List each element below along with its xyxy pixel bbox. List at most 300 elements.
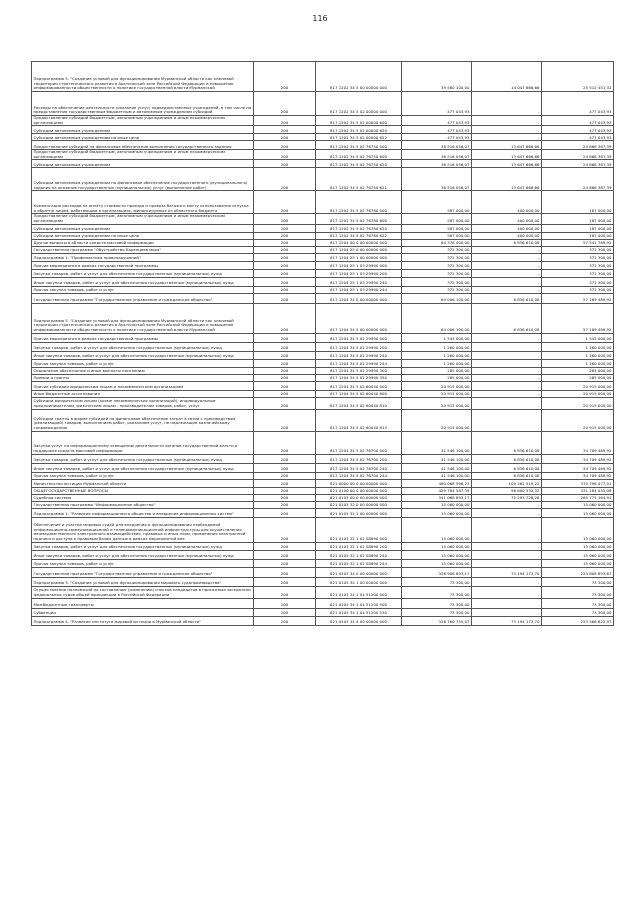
row-unexecuted-amount-cell: 73 300,00 [542,586,614,598]
row-code-cell: 200 [254,559,316,567]
row-classification-code-cell: 817 1204 25 0 00 00000 000 [316,246,402,253]
table-row [32,116,614,126]
row-classification-code-cell: 821 0105 00 0 00 00000 000 [316,494,402,501]
row-name-cell: Прочая закупка товаров, работ и услуг [32,472,254,479]
row-unexecuted-amount-cell: 24 868 387,39 [542,150,614,160]
row-unexecuted-amount-cell: 15 060 000,00 [542,559,614,567]
table-row [32,567,614,577]
row-unexecuted-amount-cell: 57 541 789,92 [542,239,614,246]
row-code-cell: 200 [254,517,316,542]
row-approved-amount-cell: 20 915 000,00 [402,390,472,397]
row-classification-code-cell: 817 1202 34 5 02 76780 620 [316,224,402,232]
row-classification-code-cell: 821 0105 32 1 02 S8890 240 [316,550,402,559]
row-classification-code-cell: 821 0105 32 1 00 00000 000 [316,508,402,517]
row-executed-amount-cell: - [472,351,542,359]
row-unexecuted-amount-cell: 34 709 489,92 [542,472,614,479]
row-executed-amount-cell: - [472,542,542,550]
row-code-cell: 200 [254,508,316,517]
row-name-cell: Государственная программа "Информационное общество" [32,501,254,508]
row-approved-amount-cell: 39 580 100,00 [402,62,472,92]
table-row [32,390,614,397]
row-code-cell: 200 [254,409,316,431]
row-name-cell: Межбюджетные трансферты [32,598,254,608]
table-row [32,214,614,224]
row-approved-amount-cell: 41 546 100,00 [402,454,472,463]
row-unexecuted-amount-cell: 372 300,00 [542,269,614,277]
row-classification-code-cell: 821 0105 32 0 00 00000 000 [316,501,402,508]
row-executed-amount-cell: - [472,269,542,277]
row-name-cell: Предоставление субсидий бюджетным, автономным учреждениям и иным некоммерческим организациям [32,214,254,224]
row-unexecuted-amount-cell: 187 000,00 [542,214,614,224]
row-code-cell: 200 [254,550,316,559]
row-executed-amount-cell: - [472,134,542,141]
row-unexecuted-amount-cell: 34 709 489,92 [542,454,614,463]
row-name-cell: Иные бюджетные ассигнования [32,390,254,397]
row-code-cell: 200 [254,134,316,141]
row-code-cell: 200 [254,359,316,367]
row-approved-amount-cell: 1 545 000,00 [402,333,472,342]
row-unexecuted-amount-cell: 34 709 489,92 [542,463,614,472]
row-classification-code-cell: 817 1204 34 5 02 29990 300 [316,367,402,374]
row-code-cell: 200 [254,390,316,397]
row-approved-amount-cell: 477 043,93 [402,134,472,141]
row-approved-amount-cell: 41 546 100,00 [402,431,472,454]
budget-execution-table [31,61,614,626]
row-name-cell: Министерство юстиции Мурманской области [32,479,254,487]
row-name-cell: Государственная программа "Обустройство Баренцева моря" [32,246,254,253]
row-name-cell: Прочая закупка товаров, работ и услуг [32,286,254,293]
row-unexecuted-amount-cell: 15 060 000,00 [542,550,614,559]
row-name-cell: Прочая закупка товаров, работ и услуг [32,359,254,367]
table-row [32,367,614,374]
row-classification-code-cell: 821 0105 34 1 04 51200 000 [316,586,402,598]
row-executed-amount-cell: - [472,390,542,397]
row-code-cell: 200 [254,479,316,487]
row-executed-amount-cell: 109 262 519,22 [472,479,542,487]
row-unexecuted-amount-cell: 187 000,00 [542,224,614,232]
row-unexecuted-amount-cell: 253 808 893,67 [542,567,614,577]
row-code-cell: 200 [254,92,316,116]
row-code-cell: 200 [254,116,316,126]
row-approved-amount-cell: 285 000,00 [402,367,472,374]
row-unexecuted-amount-cell: 34 709 489,92 [542,431,614,454]
table-row [32,409,614,431]
row-name-cell: Субсидии автономным учреждениям [32,126,254,134]
row-executed-amount-cell: 73 194 173,70 [472,616,542,625]
row-unexecuted-amount-cell: 73 300,00 [542,608,614,616]
row-name-cell: Государственная программа "Государственное управление и гражданское общество" [32,293,254,303]
row-name-cell: Подпрограмма 5. "Создание условий для функционирования Мурманской области как ключевой территории стратегического развития в Арктической зоне Российской Федерации и повышение информированности общественности о политике государственной власти Мурманской [32,303,254,333]
row-classification-code-cell: 817 1202 34 5 02 00000 622 [316,134,402,141]
row-code-cell: 200 [254,381,316,390]
row-classification-code-cell: 817 1204 25 1 03 29990 000 [316,261,402,269]
table-row [32,62,614,92]
row-name-cell: Закупка товаров, работ и услуг для обеспечения государственных (муниципальных) нужд [32,454,254,463]
row-executed-amount-cell: - [472,92,542,116]
row-approved-amount-cell: 20 915 000,00 [402,409,472,431]
table-row [32,126,614,134]
row-name-cell: Субсидии автономным учреждениям на иные цели [32,134,254,141]
row-approved-amount-cell: 15 060 000,00 [402,542,472,550]
row-executed-amount-cell: - [472,586,542,598]
table-row [32,333,614,342]
row-unexecuted-amount-cell: 477 043,93 [542,92,614,116]
row-name-cell: Осуществление полномочий по составлению (изменению) списков кандидатов в присяжные заседатели федеральных судов общей юрисдикции в Российской Федерации [32,586,254,598]
row-name-cell: Обеспечение и участие мировых судей для внедрения и функционирования необходимой информационно-коммуникационной и телекоммуникационной инфраструктуры для осуществления межведомственного электронного взаимодействия, правовых и иных норм, применения электронной подписи и доступа к правовым базам данных в рамках мероприятий вне [32,517,254,542]
row-code-cell: 200 [254,191,316,214]
row-approved-amount-cell: 38 516 056,07 [402,160,472,168]
row-name-cell: Предоставление субсидий бюджетным, автономным учреждениям и иным некоммерческим организациям [32,150,254,160]
table-row [32,501,614,508]
table-row [32,508,614,517]
row-unexecuted-amount-cell: 372 300,00 [542,246,614,253]
table-row [32,479,614,487]
row-unexecuted-amount-cell: 331 184 055,08 [542,487,614,494]
row-unexecuted-amount-cell: 253 566 622,97 [542,616,614,625]
row-unexecuted-amount-cell: 265 775 164,91 [542,494,614,501]
row-executed-amount-cell: - [472,550,542,559]
row-code-cell: 200 [254,454,316,463]
row-unexecuted-amount-cell: 477 043,93 [542,116,614,126]
row-classification-code-cell: 817 1202 34 5 02 76750 620 [316,160,402,168]
table-row [32,454,614,463]
row-classification-code-cell: 817 1204 34 5 02 60040 000 [316,381,402,390]
table-row [32,150,614,160]
table-row [32,374,614,381]
row-executed-amount-cell: - [472,116,542,126]
row-classification-code-cell: 821 0105 34 0 00 00000 000 [316,567,402,577]
row-name-cell: Подпрограмма 5. "Создание условий для функционирования Мурманской области как ключевой территории стратегического развития в Арктической зоне Российской Федерации и повышение информированности общественности о политике государственной власти Мурманской [32,62,254,92]
row-executed-amount-cell: 400 000,00 [472,191,542,214]
row-name-cell: Закупка товаров, работ и услуг для обеспечения государственных (муниципальных) нужд [32,542,254,550]
row-unexecuted-amount-cell: 477 043,93 [542,126,614,134]
row-name-cell: Субсидии автономным учреждениям на иные цели [32,232,254,239]
row-classification-code-cell: 817 1204 34 5 00 00000 000 [316,303,402,333]
row-classification-code-cell: 817 1204 25 1 00 00000 000 [316,253,402,261]
row-code-cell: 200 [254,141,316,150]
row-classification-code-cell: 817 1202 34 5 02 76750 600 [316,150,402,160]
table-row [32,141,614,150]
row-unexecuted-amount-cell: 1 260 000,00 [542,351,614,359]
row-executed-amount-cell: 13 647 666,66 [472,141,542,150]
row-name-cell: Судебная система [32,494,254,501]
row-executed-amount-cell: 73 194 173,70 [472,567,542,577]
row-classification-code-cell: 817 1204 34 5 02 29990 350 [316,374,402,381]
row-code-cell: 200 [254,286,316,293]
table-row [32,586,614,598]
row-code-cell: 200 [254,351,316,359]
table-row [32,277,614,286]
row-code-cell: 200 [254,598,316,608]
row-approved-amount-cell: 480 068 596,23 [402,479,472,487]
row-executed-amount-cell: - [472,608,542,616]
table-row [32,550,614,559]
table-row [32,168,614,191]
row-approved-amount-cell: 372 300,00 [402,253,472,261]
row-approved-amount-cell: 1 260 000,00 [402,351,472,359]
row-executed-amount-cell: - [472,409,542,431]
row-unexecuted-amount-cell: 20 915 000,00 [542,409,614,431]
row-code-cell: 200 [254,608,316,616]
row-unexecuted-amount-cell: 187 000,00 [542,232,614,239]
row-code-cell: 200 [254,501,316,508]
row-executed-amount-cell: - [472,559,542,567]
row-classification-code-cell: 817 1204 34 0 00 00000 000 [316,293,402,303]
row-executed-amount-cell: - [472,253,542,261]
row-code-cell: 200 [254,126,316,134]
row-executed-amount-cell: - [472,261,542,269]
row-classification-code-cell: 817 1204 34 5 02 60040 810 [316,397,402,409]
row-name-cell: Государственная программа "Государственное управление и гражданское общество" [32,567,254,577]
row-code-cell: 200 [254,487,316,494]
row-approved-amount-cell: 372 300,00 [402,261,472,269]
row-classification-code-cell: 817 1204 34 5 02 29990 000 [316,333,402,342]
table-row [32,542,614,550]
row-executed-amount-cell: 6 836 610,08 [472,431,542,454]
row-executed-amount-cell: 6 836 610,08 [472,463,542,472]
table-row [32,286,614,293]
row-classification-code-cell: 817 1204 34 5 02 60040 813 [316,409,402,431]
row-approved-amount-cell: 15 060 000,00 [402,517,472,542]
row-classification-code-cell: 821 0105 34 1 00 00000 000 [316,577,402,586]
row-name-cell: Иные закупки товаров, работ и услуг для обеспечения государственных (муниципальных) нужд [32,351,254,359]
row-executed-amount-cell: 6 836 610,08 [472,454,542,463]
row-executed-amount-cell: - [472,397,542,409]
row-approved-amount-cell: 38 516 056,07 [402,150,472,160]
row-classification-code-cell: 821 0105 32 1 02 S8890 000 [316,517,402,542]
row-executed-amount-cell: - [472,577,542,586]
row-code-cell: 200 [254,150,316,160]
row-approved-amount-cell: 20 915 000,00 [402,397,472,409]
row-classification-code-cell: 817 1204 34 5 02 29990 244 [316,359,402,367]
row-executed-amount-cell: 13 647 666,66 [472,168,542,191]
row-unexecuted-amount-cell: 477 043,93 [542,134,614,141]
row-classification-code-cell: 817 1202 34 5 02 76750 000 [316,141,402,150]
row-unexecuted-amount-cell: 20 915 000,00 [542,390,614,397]
row-executed-amount-cell: - [472,517,542,542]
row-approved-amount-cell: 1 260 000,00 [402,359,472,367]
row-executed-amount-cell: - [472,367,542,374]
table-row [32,191,614,214]
row-classification-code-cell: 821 0100 00 0 00 00000 000 [316,487,402,494]
row-name-cell: Прочая закупка товаров, работ и услуг [32,559,254,567]
table-row [32,397,614,409]
row-unexecuted-amount-cell: 57 169 489,92 [542,293,614,303]
row-approved-amount-cell: 15 060 000,00 [402,501,472,508]
table-row [32,608,614,616]
row-code-cell: 200 [254,431,316,454]
row-classification-code-cell: 821 0000 00 0 00 00000 000 [316,479,402,487]
row-unexecuted-amount-cell: 20 915 000,00 [542,381,614,390]
row-code-cell: 200 [254,586,316,598]
table-row [32,92,614,116]
row-code-cell: 200 [254,342,316,351]
row-name-cell: Прочие субсидии юридическим лицам и некоммерческим организациям [32,381,254,390]
row-code-cell: 200 [254,616,316,625]
row-classification-code-cell: 821 0105 32 1 02 S8890 244 [316,559,402,567]
row-unexecuted-amount-cell: 1 260 000,00 [542,342,614,351]
table-row [32,494,614,501]
row-executed-amount-cell: - [472,286,542,293]
table-row [32,134,614,141]
row-code-cell: 200 [254,253,316,261]
row-approved-amount-cell: 38 516 056,07 [402,168,472,191]
row-code-cell: 200 [254,293,316,303]
table-row [32,239,614,246]
row-approved-amount-cell: 477 043,93 [402,126,472,134]
row-code-cell: 200 [254,303,316,333]
row-unexecuted-amount-cell: 15 060 000,00 [542,508,614,517]
row-code-cell: 200 [254,367,316,374]
row-executed-amount-cell: 400 000,00 [472,232,542,239]
row-executed-amount-cell: 98 600 532,32 [472,487,542,494]
page-number: 116 [312,14,328,23]
row-unexecuted-amount-cell: 1 545 000,00 [542,333,614,342]
row-approved-amount-cell: 15 060 000,00 [402,508,472,517]
row-unexecuted-amount-cell: 15 060 000,00 [542,542,614,550]
row-classification-code-cell: 821 0105 34 4 00 00000 000 [316,616,402,625]
table-row [32,232,614,239]
row-name-cell: ОБЩЕГОСУДАРСТВЕННЫЕ ВОПРОСЫ [32,487,254,494]
row-code-cell: 200 [254,261,316,269]
row-executed-amount-cell: 13 647 666,66 [472,160,542,168]
table-row [32,472,614,479]
row-unexecuted-amount-cell: 24 868 387,39 [542,160,614,168]
row-name-cell: Премии и гранты [32,374,254,381]
row-classification-code-cell: 817 1204 34 5 02 60040 800 [316,390,402,397]
row-code-cell: 200 [254,224,316,232]
row-unexecuted-amount-cell: 57 169 489,92 [542,303,614,333]
row-name-cell: Субсидии юридическим лицам (кроме некоммерческих организаций), индивидуальным предпринимателям, физическим лицам - производителям товаров, работ, услуг [32,397,254,409]
row-name-cell: Иные закупки товаров, работ и услуг для обеспечения государственных (муниципальных) нужд [32,277,254,286]
row-classification-code-cell: 817 1202 34 5 02 76750 621 [316,168,402,191]
row-code-cell: 200 [254,168,316,191]
row-name-cell: Субсидии автономным учреждениям [32,224,254,232]
table-row [32,293,614,303]
row-unexecuted-amount-cell: 187 000,00 [542,191,614,214]
row-unexecuted-amount-cell: 372 300,00 [542,286,614,293]
row-code-cell: 200 [254,374,316,381]
row-name-cell: Иные закупки товаров, работ и услуг для обеспечения государственных (муниципальных) нужд [32,463,254,472]
row-executed-amount-cell: - [472,126,542,134]
row-executed-amount-cell: - [472,381,542,390]
row-approved-amount-cell: 41 546 100,00 [402,472,472,479]
row-name-cell: Предоставление субсидий бюджетным, автономным учреждениям и иным некоммерческим организациям [32,116,254,126]
row-name-cell: Закупка услуг по информационному освещению деятельности органов государственной власти и поддержке средств массовой информации [32,431,254,454]
row-executed-amount-cell: - [472,359,542,367]
row-approved-amount-cell: 587 000,00 [402,191,472,214]
row-name-cell: Другие вопросы в области средств массовой информации [32,239,254,246]
table-row [32,261,614,269]
table-row [32,598,614,608]
row-unexecuted-amount-cell: 372 300,00 [542,253,614,261]
row-classification-code-cell: 821 0105 32 1 02 S8890 200 [316,542,402,550]
row-name-cell: Субсидии автономным учреждениям на финансовое обеспечение государственного (муниципального) задания на оказание государственных (муниципальных) услуг (выполнение работ) [32,168,254,191]
row-code-cell: 200 [254,246,316,253]
row-unexecuted-amount-cell: 285 000,00 [542,374,614,381]
row-classification-code-cell: 817 1204 34 5 02 76700 240 [316,463,402,472]
row-classification-code-cell: 817 1202 34 5 02 76780 600 [316,214,402,224]
row-approved-amount-cell: 372 300,00 [402,246,472,253]
row-executed-amount-cell: - [472,508,542,517]
row-code-cell: 200 [254,567,316,577]
row-code-cell: 200 [254,542,316,550]
row-executed-amount-cell: 6 836 610,08 [472,239,542,246]
row-unexecuted-amount-cell: 1 260 000,00 [542,359,614,367]
row-classification-code-cell: 817 1204 25 1 03 29990 240 [316,277,402,286]
row-classification-code-cell: 817 1202 34 5 02 00000 620 [316,126,402,134]
row-unexecuted-amount-cell: 24 868 387,39 [542,141,614,150]
row-approved-amount-cell: 73 300,00 [402,577,472,586]
row-code-cell: 200 [254,214,316,224]
row-classification-code-cell: 817 1204 25 1 03 29990 244 [316,286,402,293]
row-approved-amount-cell: 15 060 000,00 [402,550,472,559]
row-classification-code-cell: 817 1204 00 0 00 00000 000 [316,239,402,246]
row-unexecuted-amount-cell: 15 060 000,00 [542,517,614,542]
row-executed-amount-cell: - [472,246,542,253]
row-name-cell: Расходы на обеспечение деятельности (оказание услуг) подведомственных учреждений, в том числе на предоставление государственным бюджетным и автономным учреждениям субсидий [32,92,254,116]
table-row [32,160,614,168]
row-classification-code-cell: 817 1202 34 5 02 00000 600 [316,116,402,126]
row-name-cell: Закупка товаров, работ и услуг для обеспечения государственных (муниципальных) нужд [32,342,254,351]
row-approved-amount-cell: 64 006 100,00 [402,293,472,303]
row-approved-amount-cell: 73 300,00 [402,598,472,608]
table-row [32,253,614,261]
row-unexecuted-amount-cell: 15 060 000,00 [542,501,614,508]
row-unexecuted-amount-cell: 372 300,00 [542,277,614,286]
table-row [32,517,614,542]
row-code-cell: 200 [254,232,316,239]
row-approved-amount-cell: 73 300,00 [402,586,472,598]
row-approved-amount-cell: 64 006 100,00 [402,303,472,333]
row-approved-amount-cell: 326 908 893,17 [402,567,472,577]
row-executed-amount-cell: 400 000,00 [472,214,542,224]
row-classification-code-cell: 817 1202 34 5 02 76780 000 [316,191,402,214]
row-executed-amount-cell: - [472,374,542,381]
row-code-cell: 200 [254,494,316,501]
row-classification-code-cell: 817 1204 34 5 02 29990 240 [316,351,402,359]
row-code-cell: 200 [254,239,316,246]
row-approved-amount-cell: 41 546 100,00 [402,463,472,472]
table-row [32,303,614,333]
row-approved-amount-cell: 20 915 000,00 [402,381,472,390]
table-row [32,269,614,277]
table-row [32,342,614,351]
row-approved-amount-cell: 285 000,00 [402,374,472,381]
row-name-cell: Субсидии гранты в форме субсидий на финансовое обеспечение затрат в связи с производством (реализацией) товаров, выполнением работ, оказанием услуг, не подлежащие казначейскому сопровождению [32,409,254,431]
row-classification-code-cell: 817 1204 34 5 02 76700 000 [316,431,402,454]
table-row [32,359,614,367]
row-approved-amount-cell: 587 000,00 [402,232,472,239]
row-unexecuted-amount-cell: 370 796 077,01 [542,479,614,487]
row-approved-amount-cell: 15 060 000,00 [402,559,472,567]
row-classification-code-cell: 817 1202 34 5 02 76780 622 [316,232,402,239]
row-executed-amount-cell: 13 647 666,66 [472,150,542,160]
row-approved-amount-cell: 341 068 893,17 [402,494,472,501]
row-name-cell: Подпрограмма 1. "Профилактика правонарушений" [32,253,254,261]
row-executed-amount-cell: - [472,598,542,608]
row-name-cell: Прочие мероприятия в рамках государственной программы [32,261,254,269]
row-name-cell: Прочие мероприятия в рамках государственной программы [32,333,254,342]
row-executed-amount-cell: - [472,277,542,286]
row-approved-amount-cell: 477 043,93 [402,92,472,116]
row-name-cell: Субсидии автономным учреждениям [32,160,254,168]
row-approved-amount-cell: 477 043,93 [402,116,472,126]
row-executed-amount-cell: - [472,501,542,508]
row-unexecuted-amount-cell: 20 915 000,00 [542,397,614,409]
row-code-cell: 200 [254,397,316,409]
row-name-cell: Подпрограмма 3. "Создание условий для функционирования мирового судопроизводства" [32,577,254,586]
